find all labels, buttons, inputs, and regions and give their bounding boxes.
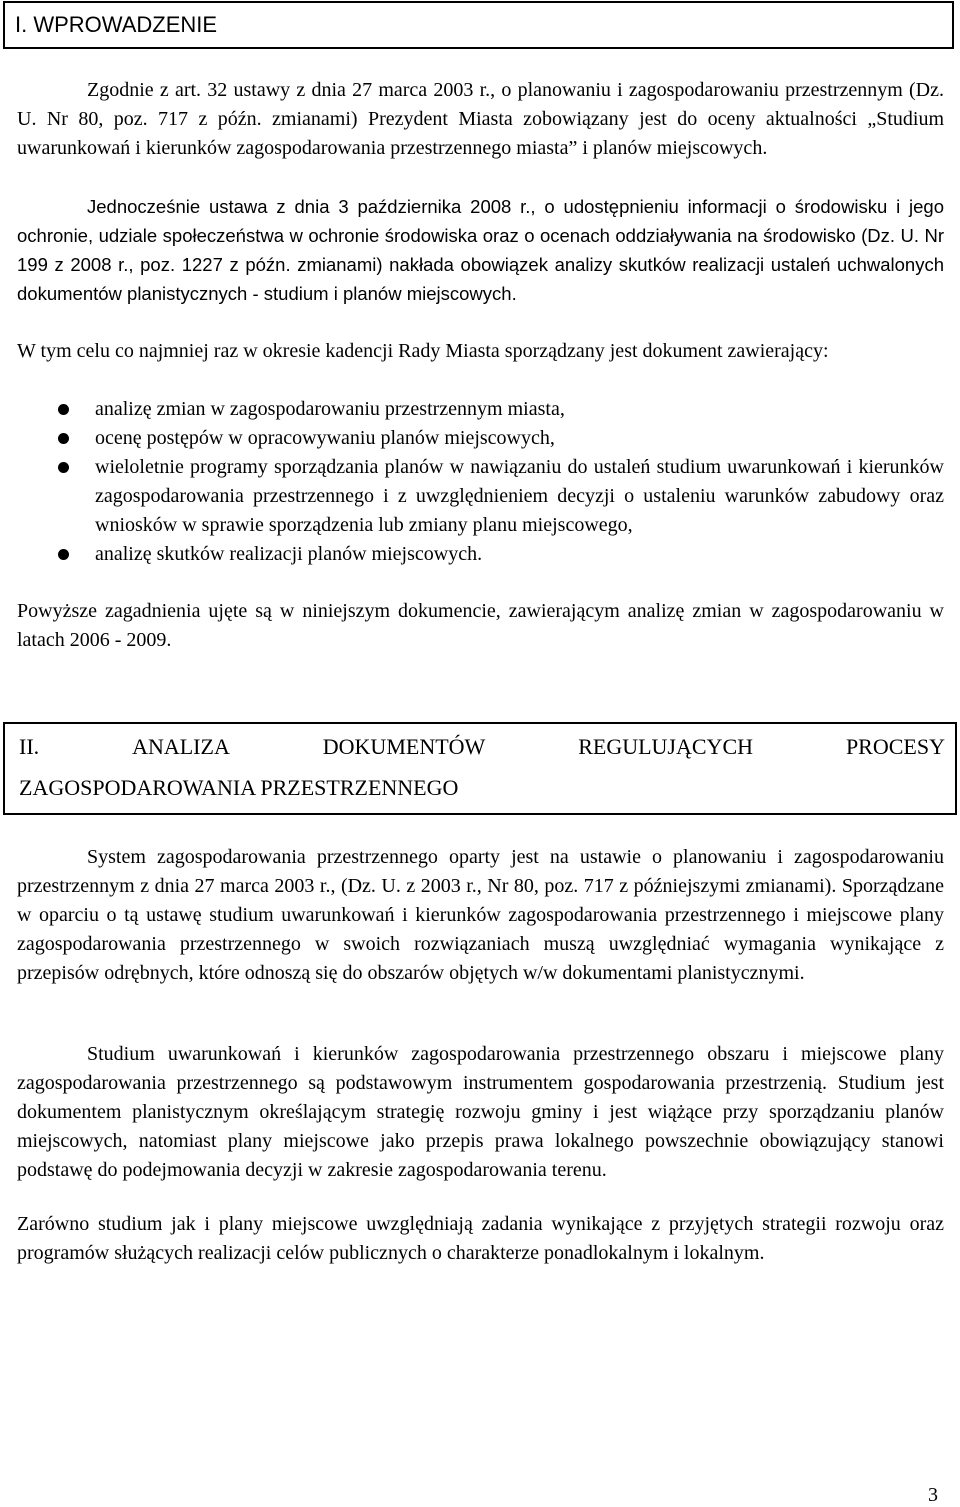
section2-title-word: REGULUJĄCYCH (578, 734, 754, 759)
bullet-icon (58, 433, 69, 444)
list-item-text: analizę zmian w zagospodarowaniu przestrzennym miasta, (95, 398, 565, 420)
section1-heading-box (3, 1, 954, 49)
section2-paragraph-2: Studium uwarunkowań i kierunków zagospodarowania przestrzennego obszaru i miejscowe plany zagospodarowania przestrzennego są podstawowym instrumentem gospodarowania przestrzenią. Studium jest dokumentem planistycznym określającym strategię rozwoju gminy i jest wiążące przy sporządzaniu planów miejscowych, natomiast plany miejscowe jako przepis prawa lokalnego powszechnie obowiązujący stanowi podstawę do podejmowania decyzji w zakresie zagospodarowania terenu. (17, 1043, 944, 1181)
list-item-text: analizę skutków realizacji planów miejscowych. (95, 543, 483, 565)
list-item-text: wieloletnie programy sporządzania planów w nawiązaniu do ustaleń studium uwarunkowań i kierunków zagospodarowania przestrzennego i z uwzględnieniem decyzji o ustaleniu warunków zabudowy oraz wniosków w sprawie sporządzenia lub zmiany planu miejscowego, (95, 456, 944, 536)
list-item-text: ocenę postępów w opracowywaniu planów miejscowych, (95, 427, 555, 449)
section1-paragraph-2: Jednocześnie ustawa z dnia 3 października 2008 r., o udostępnieniu informacji o środowisku i jego ochronie, udziale społeczeństwa w ochronie środowiska oraz o ocenach oddziaływania na środowisko (Dz. U. Nr 199 z 2008 r., poz. 1227 z późn. zmianami) nakłada obowiązek analizy skutków realizacji ustaleń uchwalonych dokumentów planistycznych - studium i planów miejscowych. (17, 196, 944, 304)
section2-paragraph-3: Zarówno studium jak i plany miejscowe uwzględniają zadania wynikające z przyjętych strategii rozwoju oraz programów służących realizacji celów publicznych o charakterze ponadlokalnym i lokalnym. (17, 1213, 944, 1264)
section1-paragraph-1: Zgodnie z art. 32 ustawy z dnia 27 marca 2003 r., o planowaniu i zagospodarowaniu przestrzennym (Dz. U. Nr 80, poz. 717 z późn. zmianami) Prezydent Miasta zobowiązany jest do oceny aktualności „Studium uwarunkowań i kierunków zagospodarowania przestrzennego miasta” i planów miejscowych. (17, 79, 944, 159)
bullet-icon (58, 462, 69, 473)
page-number: 3 (928, 1484, 938, 1506)
section2-paragraph-1: System zagospodarowania przestrzennego oparty jest na ustawie o planowaniu i zagospodarowaniu przestrzennym z dnia 27 marca 2003 r., (Dz. U. z 2003 r., Nr 80, poz. 717 z późniejszymi zmianami). Sporządzane w oparciu o tą ustawę studium uwarunkowań i kierunków zagospodarowania przestrzennego i miejscowe plany zagospodarowania przestrzennego w swoich rozwiązaniach muszą uwzględniać wymagania wynikające z przepisów odrębnych, które odnoszą się do obszarów objętych w/w dokumentami planistycznymi. (17, 846, 944, 984)
section2-title-word: II. (19, 734, 40, 759)
section1-paragraph-4: Powyższe zagadnienia ujęte są w niniejszym dokumencie, zawierającym analizę zmian w zagospodarowaniu w latach 2006 - 2009. (17, 600, 944, 651)
bullet-icon (58, 404, 69, 415)
bullet-icon (58, 549, 69, 560)
section2-title-word: PROCESY (845, 734, 945, 759)
list-item (17, 540, 944, 569)
list-item (17, 395, 944, 424)
list-item (17, 453, 944, 540)
section2-title-word: ANALIZA (132, 734, 230, 759)
section2-heading-box (3, 722, 957, 815)
section2-title-word: DOKUMENTÓW (322, 734, 486, 759)
section1-bullet-list (17, 395, 944, 569)
section1-paragraph-3: W tym celu co najmniej raz w okresie kadencji Rady Miasta sporządzany jest dokument zawierający: (17, 340, 829, 362)
section1-title: I. WPROWADZENIE (15, 12, 218, 37)
section2-title-line-2: ZAGOSPODAROWANIA PRZESTRZENNEGO (19, 775, 459, 800)
section2-title-line-1 (19, 729, 945, 765)
list-item (17, 424, 944, 453)
